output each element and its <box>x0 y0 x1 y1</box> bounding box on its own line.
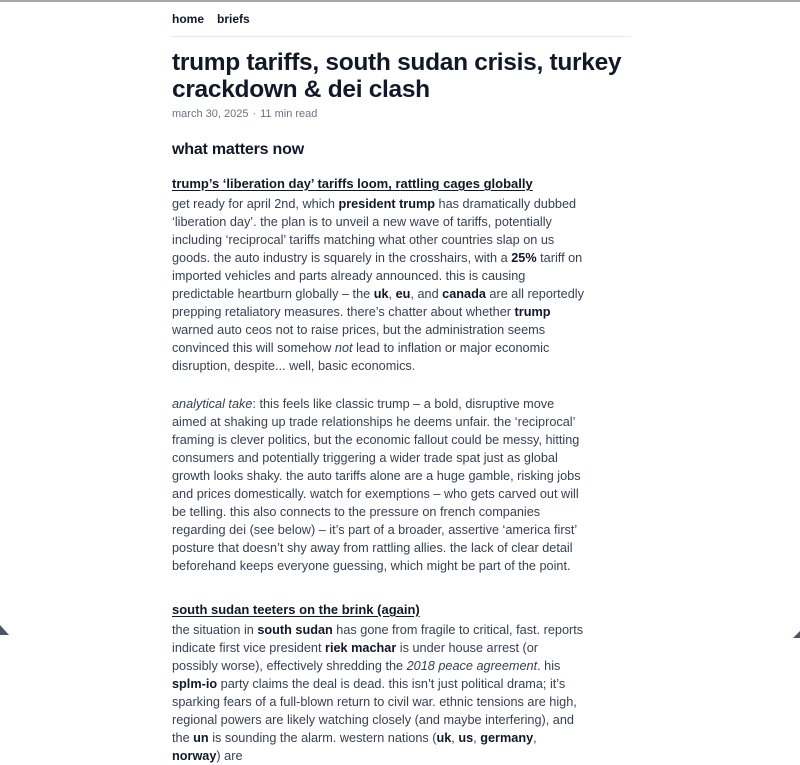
cursor <box>0 622 12 634</box>
story <box>172 176 631 575</box>
story-paragraph: the situation in south sudan has gone from fragile to critical, fast. reports indicate first vice president riek machar is under house arrest (or possibly worse), effectively shredding the 2018 peace agreement. his splm-io party claims the deal is dead. this isn’t just political drama; it’s sparking fears of a full-blown return to civil war. ethnic tensions are high, regional powers are likely watching closely (and maybe interfering), and the un is sounding the alarm. western nations (uk, us, germany, norway) are <box>172 623 584 763</box>
stories <box>172 176 631 765</box>
article-date: march 30, 2025 <box>172 108 249 120</box>
article-meta <box>172 108 631 120</box>
story-paragraph: get ready for april 2nd, which president trump has dramatically dubbed ‘liberation day’. the plan is to unveil a new wave of tariffs, potentially including ‘reciprocal’ tariffs matching what other countries slap on us goods. the auto industry is squarely in the crosshairs, with a 25% tariff on imported vehicles and parts already announced. this is causing predictable heartburn globally – the uk, eu, and canada are all reportedly prepping retaliatory measures. there’s chatter about whether trump warned auto ceos not to raise prices, but the administration seems convinced this will somehow not lead to inflation or major economic disruption, despite... well, basic economics. <box>172 197 584 373</box>
resize-corner-mark <box>791 625 800 634</box>
story-heading-link[interactable]: trump’s ‘liberation day’ tariffs loom, rattling cages globally <box>172 176 533 191</box>
nav <box>172 2 631 26</box>
section-heading: what matters now <box>172 141 304 158</box>
nav-link-briefs[interactable]: briefs <box>217 12 250 26</box>
meta-separator-dot: · <box>252 108 257 120</box>
nav-divider <box>172 36 631 37</box>
page-title: trump tariffs, south sudan crisis, turkey crackdown & dei clash <box>172 49 622 103</box>
read-time: 11 min read <box>260 108 318 120</box>
article <box>172 49 631 765</box>
story-paragraph: analytical take: this feels like classic trump – a bold, disruptive move aimed at shaking up trade relationships he deems unfair. the ‘reciprocal’ framing is clever politics, but the economic fallout could be messy, hitting consumers and potentially triggering a wider trade spat just as global growth looks shaky. the auto tariffs alone are a huge gamble, risking jobs and prices domestically. watch for exemptions – who gets carved out will be telling. this also connects to the pressure on french companies regarding dei (see below) – it’s part of a broader, assertive ‘america first’ posture that doesn’t shy away from rattling allies. the lack of clear detail beforehand keeps everyone guessing, which might be part of the point. <box>172 397 581 573</box>
story <box>172 602 631 765</box>
nav-link-home[interactable]: home <box>172 12 205 26</box>
story-heading-link[interactable]: south sudan teeters on the brink (again) <box>172 602 420 617</box>
content-column <box>172 2 631 765</box>
